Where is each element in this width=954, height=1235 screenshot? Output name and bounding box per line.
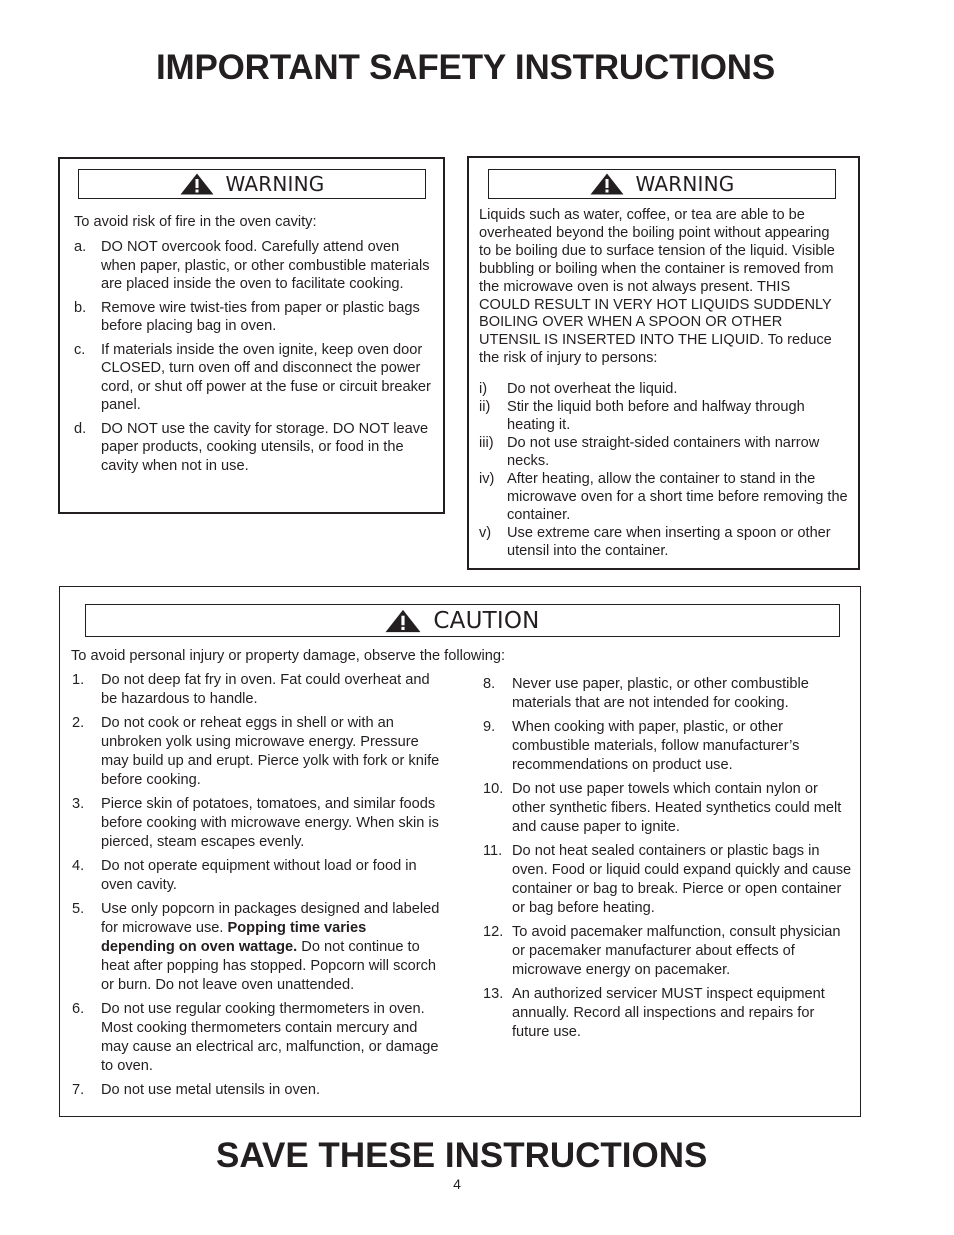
- list-item: 1. Do not deep fat fry in oven. Fat could overheat and be hazardous to handle.: [72, 672, 430, 707]
- list-item: 2. Do not cook or reheat eggs in shell or with an unbroken yolk using microwave energy. Pressure may build up and erupt. Pierce yolk with fork or knife before cooking.: [72, 715, 440, 788]
- list-item: iv) After heating, allow the container to stand in the microwave oven for a short time before removing the container.: [479, 471, 848, 523]
- list-item: 13. An authorized servicer MUST inspect equipment annually. Record all inspections and repairs for future use.: [483, 986, 825, 1040]
- warning-list: [74, 238, 434, 475]
- warning-list: [479, 380, 849, 560]
- list-item: ii) Stir the liquid both before and halfway through heating it.: [479, 399, 805, 433]
- warning-intro: To avoid risk of fire in the oven cavity:: [74, 214, 317, 230]
- list-item: 7. Do not use metal utensils in oven.: [72, 1082, 321, 1098]
- caution-label: CAUTION: [433, 607, 540, 634]
- list-item: 6. Do not use regular cooking thermometers in oven. Most cooking thermometers contain mercury and may cause an electrical arc, malfunction, or damage to oven.: [72, 1001, 439, 1074]
- page-title: IMPORTANT SAFETY INSTRUCTIONS: [156, 48, 776, 87]
- page-number: 4: [453, 1176, 461, 1192]
- warning-label: WARNING: [635, 172, 735, 196]
- caution-list-right: [483, 675, 853, 1042]
- list-item: 10. Do not use paper towels which contain nylon or other synthetic fibers. Heated synthetics could melt and cause paper to ignite.: [483, 781, 842, 835]
- footer-title: SAVE THESE INSTRUCTIONS: [216, 1136, 708, 1175]
- list-item: i) Do not overheat the liquid.: [479, 381, 678, 397]
- warning-triangle-icon: [180, 173, 214, 195]
- list-item: v) Use extreme care when inserting a spoon or other utensil into the container.: [479, 525, 831, 559]
- list-item: 12. To avoid pacemaker malfunction, consult physician or pacemaker manufacturer about effects of microwave energy on pacemaker.: [483, 924, 841, 978]
- caution-header: [85, 604, 840, 637]
- warning-triangle-icon: [590, 173, 624, 195]
- caution-box: [59, 586, 861, 1117]
- list-item: 9. When cooking with paper, plastic, or other combustible materials, follow manufacturer’s recommendations on product use.: [483, 719, 800, 773]
- warning-header: [78, 169, 426, 199]
- list-item: iii) Do not use straight-sided containers with narrow necks.: [479, 435, 820, 469]
- caution-list-left: [72, 671, 442, 1100]
- warning-triangle-icon: [385, 609, 421, 633]
- list-item: c. If materials inside the oven ignite, keep oven door CLOSED, turn oven off and disconnect the power cord, or shut off power at the fuse or circuit breaker panel.: [74, 341, 431, 413]
- warning-intro: Liquids such as water, coffee, or tea are able to be overheated beyond the boiling point without appearing to be boiling due to surface tension of the liquid. Visible bubbling or boiling when the container is removed from the microwave oven is not always present. THIS COULD RESULT IN VERY HOT LIQUIDS SUDDENLY BOILING OVER WHEN A SPOON OR OTHER UTENSIL IS INSERTED INTO THE LIQUID. To reduce the risk of injury to persons:: [479, 207, 835, 367]
- warning-box-liquid: [467, 156, 860, 570]
- warning-label: WARNING: [225, 172, 325, 196]
- list-item: 11. Do not heat sealed containers or plastic bags in oven. Food or liquid could expand quickly and cause container or bag to break. Pierce or open container or bag before heating.: [483, 843, 852, 916]
- list-item: b. Remove wire twist-ties from paper or plastic bags before placing bag in oven.: [74, 299, 420, 334]
- list-item: 8. Never use paper, plastic, or other combustible materials that are not intended for cooking.: [483, 676, 809, 711]
- warning-box-fire: [58, 157, 445, 514]
- list-item: 4. Do not operate equipment without load or food in oven cavity.: [72, 858, 417, 893]
- list-item: 5. Use only popcorn in packages designed and labeled for microwave use. Popping time varies depending on oven wattage. Do not continue to heat after popping has stopped. Popcorn will scorch or burn. Do not leave oven unattended.: [72, 901, 440, 993]
- list-item: 3. Pierce skin of potatoes, tomatoes, and similar foods before cooking with microwave energy. When skin is pierced, steam escapes evenly.: [72, 796, 439, 850]
- list-item: a. DO NOT overcook food. Carefully attend oven when paper, plastic, or other combustible materials are placed inside the oven to facilitate cooking.: [74, 239, 430, 292]
- caution-intro: To avoid personal injury or property damage, observe the following:: [71, 648, 505, 664]
- warning-header: [488, 169, 836, 199]
- list-item: d. DO NOT use the cavity for storage. DO NOT leave paper products, cooking utensils, or food in the cavity when not in use.: [74, 420, 429, 474]
